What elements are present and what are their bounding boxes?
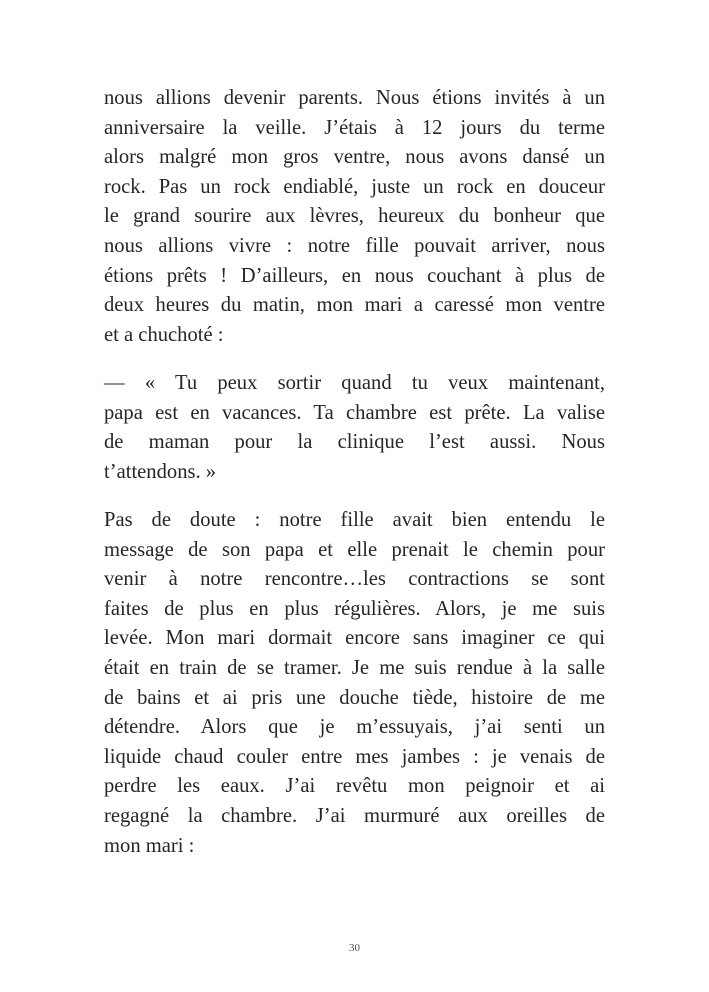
text-line: venir à notre rencontre…les contractions se sont (104, 568, 605, 591)
text-line: le grand sourire aux lèvres, heureux du bonheur que (104, 205, 605, 228)
text-line: message de son papa et elle prenait le chemin pour (104, 538, 605, 561)
page-number: 30 (349, 942, 360, 954)
text-line: rock. Pas un rock endiablé, juste un rock en douceur (104, 175, 605, 198)
text-line: était en train de se tramer. Je me suis rendue à la salle (104, 656, 605, 679)
text-line: et a chuchoté : (104, 323, 224, 346)
text-line: deux heures du matin, mon mari a caressé mon ventre (104, 294, 605, 317)
paragraph-3 (104, 506, 605, 861)
text-line: perdre les eaux. J’ai revêtu mon peignoir et ai (104, 775, 605, 798)
paragraph-1 (104, 84, 605, 350)
text-line: Pas de doute : notre fille avait bien entendu le (104, 509, 605, 531)
text-line: papa est en vacances. Ta chambre est prête. La valise (104, 401, 605, 424)
text-line: mon mari : (104, 834, 195, 857)
text-line: nous allions vivre : notre fille pouvait arriver, nous (104, 234, 605, 257)
text-line: — « Tu peux sortir quand tu veux maintenant, (104, 372, 605, 394)
text-line: t’attendons. » (104, 460, 217, 483)
text-line: nous allions devenir parents. Nous étions invités à un (104, 87, 605, 109)
text-line: de bains et ai pris une douche tiède, histoire de me (104, 686, 605, 709)
text-line: de maman pour la clinique l’est aussi. Nous (104, 431, 605, 454)
text-line: faites de plus en plus régulières. Alors, je me suis (104, 597, 605, 620)
text-line: anniversaire la veille. J’étais à 12 jours du terme (104, 116, 605, 139)
text-line: détendre. Alors que je m’essuyais, j’ai senti un (104, 716, 605, 739)
text-line: regagné la chambre. J’ai murmuré aux oreilles de (104, 804, 605, 827)
text-line: liquide chaud couler entre mes jambes : je venais de (104, 745, 605, 768)
text-line: étions prêts ! D’ailleurs, en nous couchant à plus de (104, 264, 605, 287)
paragraph-2-dialogue (104, 369, 605, 487)
text-line: levée. Mon mari dormait encore sans imaginer ce qui (104, 627, 605, 650)
text-line: alors malgré mon gros ventre, nous avons dansé un (104, 146, 605, 169)
